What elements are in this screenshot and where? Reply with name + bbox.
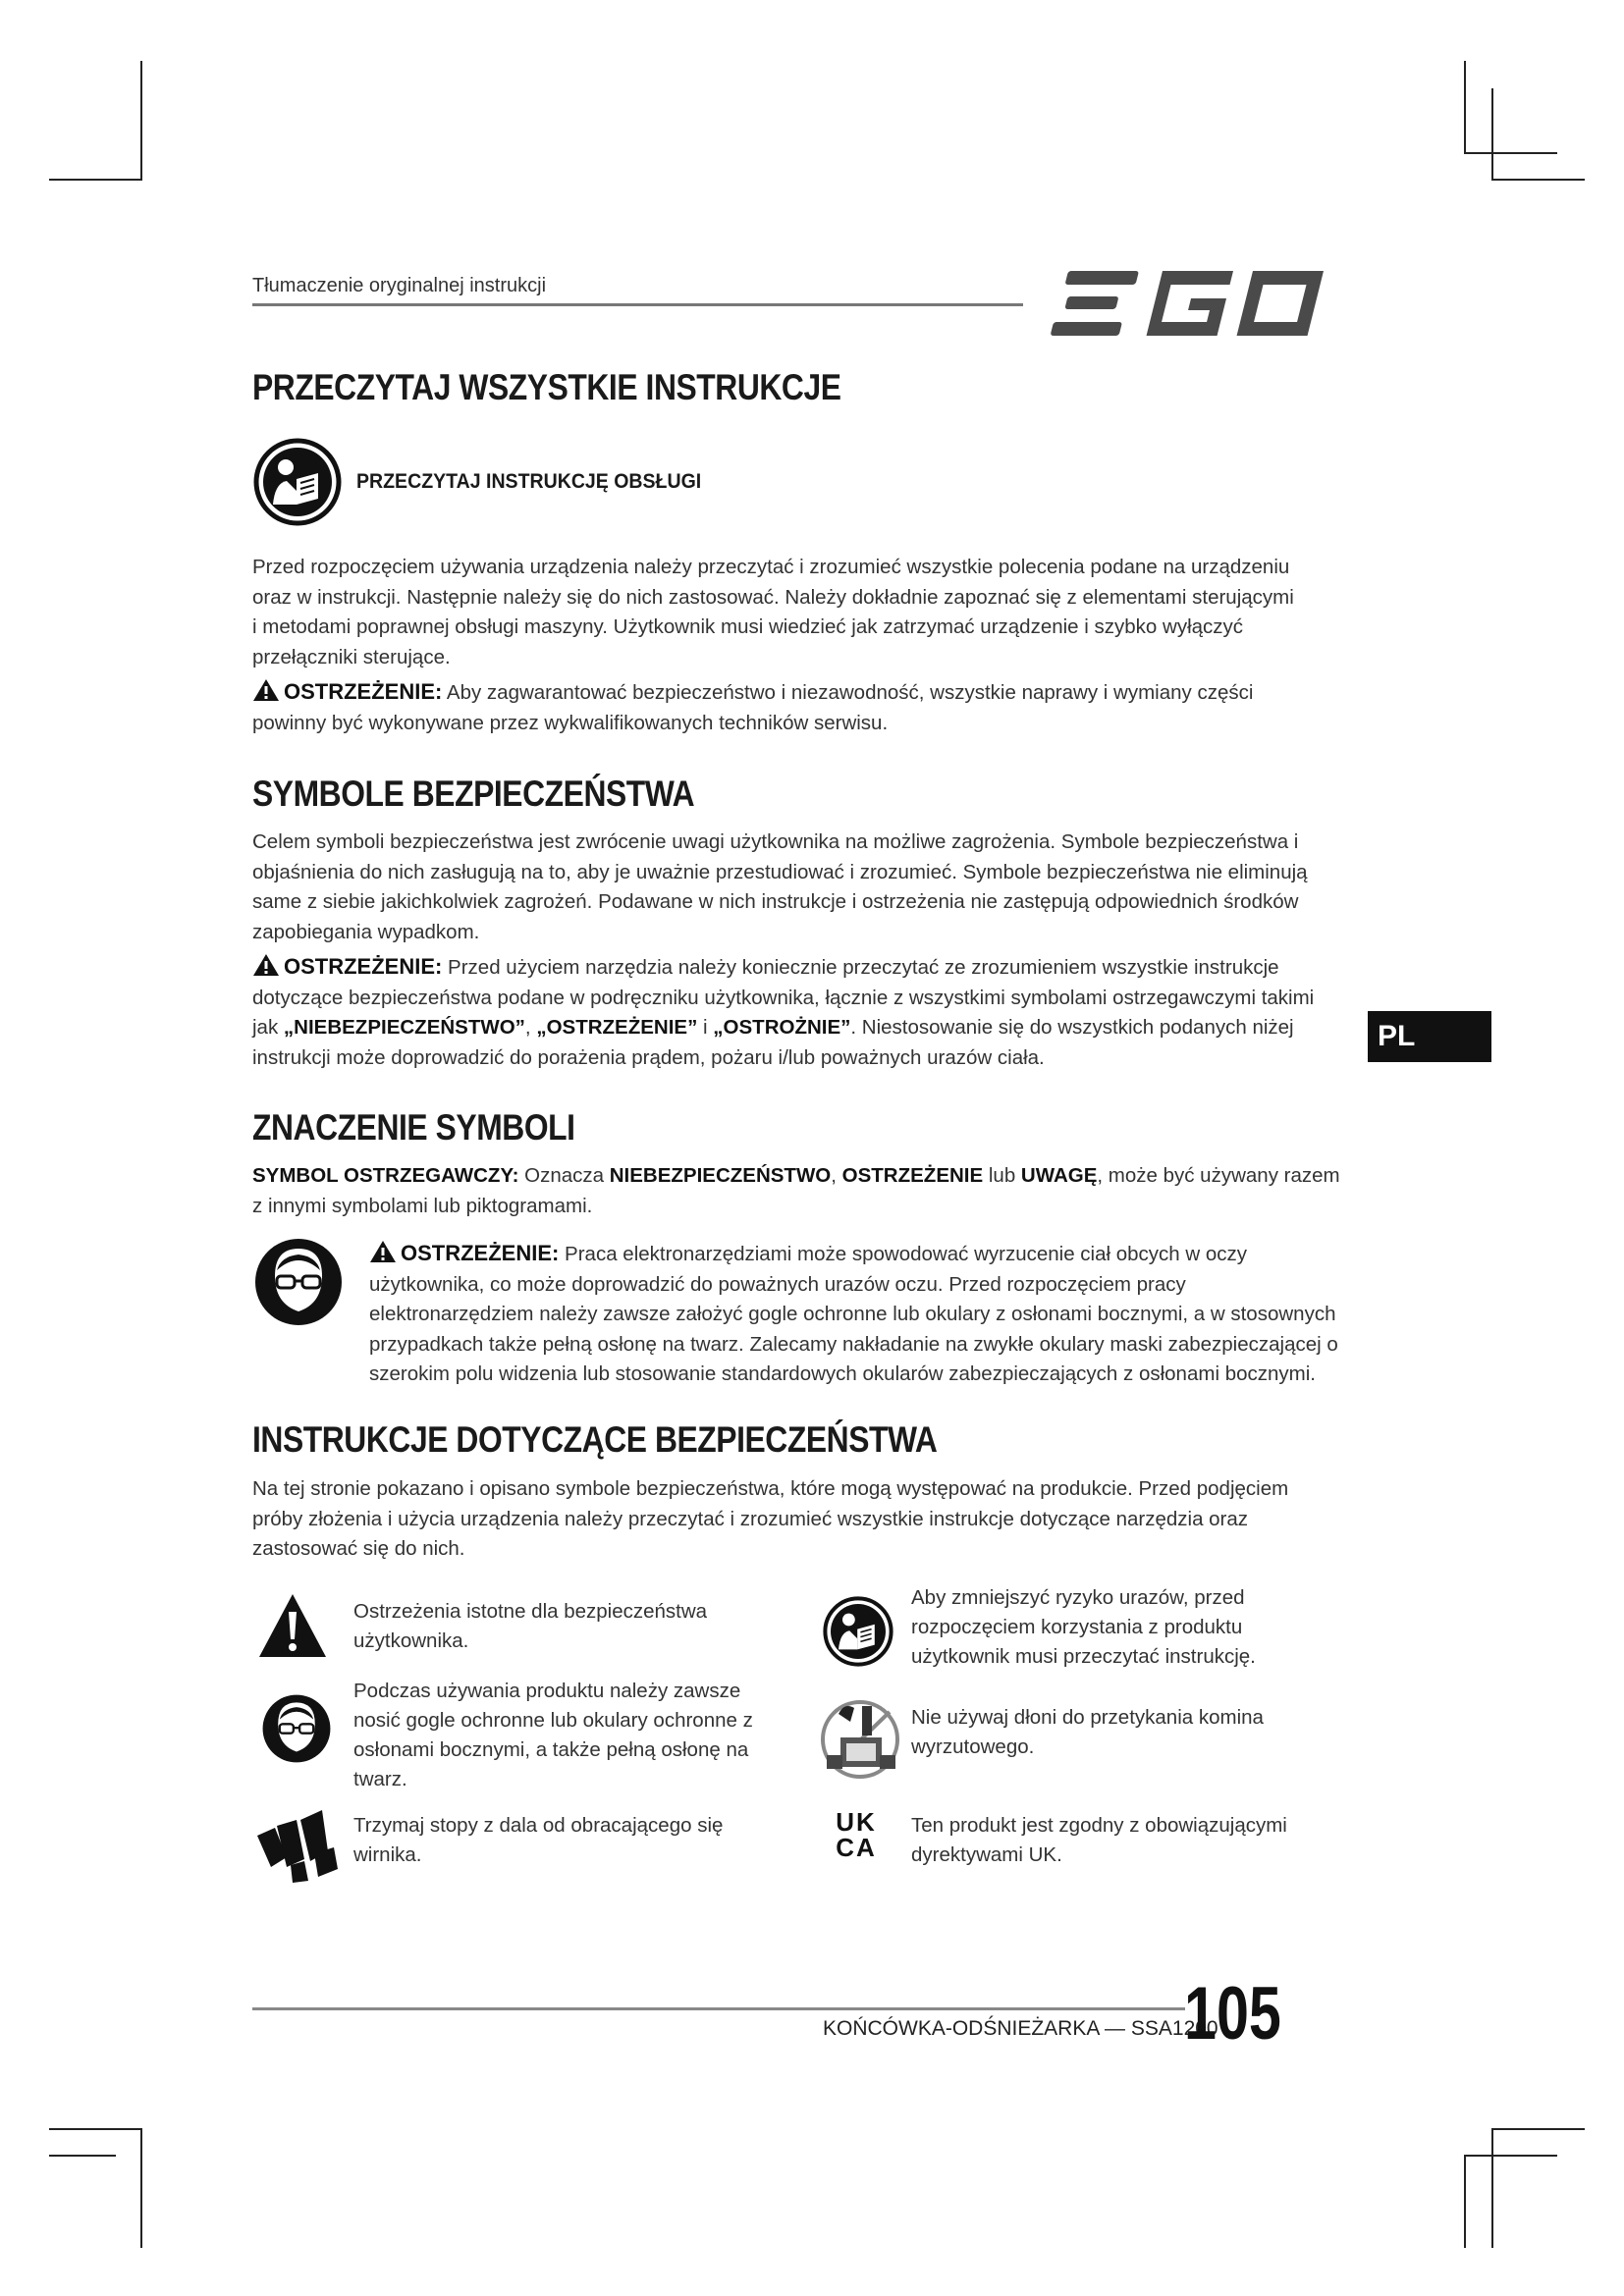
section-title: PRZECZYTAJ WSZYSTKIE INSTRUKCJE xyxy=(252,367,841,407)
warning-text: Aby zagwarantować bezpieczeństwo i niezawodność, wszystkie naprawy i wymiany części xyxy=(442,681,1254,704)
read-manual-icon xyxy=(823,1596,893,1672)
text-line: rozpoczęciem korzystania z produktu xyxy=(911,1616,1243,1638)
crop-mark xyxy=(1464,2155,1557,2157)
text-line: użytkownik musi przeczytać instrukcję. xyxy=(911,1645,1256,1668)
section-title: INSTRUKCJE DOTYCZĄCE BEZPIECZEŃSTWA xyxy=(252,1419,938,1460)
section-title: ZNACZENIE SYMBOLI xyxy=(252,1107,575,1148)
text-line: powinny być wykonywane przez wykwalifikowanych techników serwisu. xyxy=(252,711,889,734)
text-line: same z siebie jakichkolwiek zagrożeń. Podawane w nich instrukcje i ostrzeżenia nie zastępują odpowiednich środków xyxy=(252,890,1299,913)
warning-text: Przed użyciem narzędzia należy koniecznie przeczytać ze zrozumieniem wszystkie instrukcje xyxy=(442,956,1279,979)
page-number: 105 xyxy=(1184,1972,1281,2056)
keep-feet-away-icon xyxy=(255,1806,340,1890)
text-span: , może być używany razem xyxy=(1097,1164,1340,1187)
text-line: nosić gogle ochronne lub okulary ochronne z xyxy=(353,1709,753,1732)
section4-body xyxy=(252,1474,1288,1565)
text-line: Podczas używania produktu należy zawsze xyxy=(353,1680,741,1702)
ukca-text: UK xyxy=(836,1807,877,1837)
emphasis: UWAGĘ xyxy=(1020,1164,1098,1187)
emphasis: „NIEBEZPIECZEŃSTWO” xyxy=(283,1016,525,1039)
footer-product: KOŃCÓWKA-ODŚNIEŻARKA — SSA1200 xyxy=(823,2017,1218,2040)
crop-mark xyxy=(1491,179,1585,181)
eye-protection-icon xyxy=(261,1693,332,1769)
text-line: Na tej stronie pokazano i opisano symbole bezpieczeństwa, które mogą występować na produkcie. Przed podjęciem xyxy=(252,1477,1289,1500)
text-line: zapobiegania wypadkom. xyxy=(252,920,480,943)
symbol-description xyxy=(353,1597,707,1656)
emphasis: „OSTROŻNIE” xyxy=(713,1016,851,1039)
text-line: instrukcji może doprowadzić do porażenia prądem, pożaru i/lub poważnych urazów ciała. xyxy=(252,1045,1045,1069)
text-line: objaśnienia do nich zasługują na to, aby je uważnie przestudiować i zrozumieć. Symbole bezpieczeństwa nie eliminują xyxy=(252,860,1308,883)
section3-warning xyxy=(369,1239,1338,1390)
text-line: przypadkach także pełną osłonę na twarz. Zalecamy nakładanie na zwykłe okulary maski zabezpieczającej o xyxy=(369,1332,1338,1356)
text-line: i metodami poprawnej obsługi maszyny. Użytkownik musi wiedzieć jak zatrzymać urządzenie i szybko wyłączyć xyxy=(252,615,1244,638)
warning-triangle-icon xyxy=(252,678,280,702)
text-line: użytkownika. xyxy=(353,1629,469,1652)
warning-label: OSTRZEŻENIE: xyxy=(401,1241,560,1265)
section2-body xyxy=(252,828,1308,947)
text-span: i xyxy=(697,1016,714,1039)
symbol-description xyxy=(353,1677,753,1794)
crop-mark xyxy=(1491,2128,1493,2248)
symbol-description xyxy=(353,1811,723,1870)
text-line: przełączniki sterujące. xyxy=(252,645,451,668)
text-line: Ten produkt jest zgodny z obowiązującymi xyxy=(911,1814,1287,1837)
crop-mark xyxy=(1491,88,1493,181)
text-line: twarz. xyxy=(353,1768,407,1790)
footer-rule xyxy=(252,2007,1185,2010)
warning-text: Praca elektronarzędziami może spowodować wyrzucenie ciał obcych w oczy xyxy=(559,1243,1248,1265)
text-span: , xyxy=(831,1164,842,1187)
text-line: oraz w instrukcji. Następnie należy się do nich zastosować. Należy dokładnie zapoznać się z elementami sterującymi xyxy=(252,585,1294,609)
warning-triangle-icon xyxy=(257,1592,328,1664)
eye-protection-icon xyxy=(253,1237,344,1332)
text-line: Nie używaj dłoni do przetykania komina xyxy=(911,1706,1264,1729)
text-span: lub xyxy=(983,1164,1021,1187)
header-rule xyxy=(252,303,1023,306)
text-line: zastosować się do nich. xyxy=(252,1537,465,1560)
text-line: wirnika. xyxy=(353,1843,422,1866)
warning-label: OSTRZEŻENIE: xyxy=(284,679,443,704)
text-line: z innymi symbolami lub piktogramami. xyxy=(252,1194,593,1217)
text-span: Oznacza xyxy=(518,1164,610,1187)
crop-mark xyxy=(49,2155,116,2157)
crop-mark xyxy=(1491,2128,1585,2130)
text-line: Ostrzeżenia istotne dla bezpieczeństwa xyxy=(353,1600,708,1623)
text-line: osłonami bocznymi, a także pełną osłonę na xyxy=(353,1738,749,1761)
text-line: próby złożenia i użycia urządzenia należy przeczytać i zrozumieć wszystkie instrukcje dotyczące narzędzia oraz xyxy=(252,1507,1249,1530)
symbol-description xyxy=(911,1583,1256,1672)
section3-body xyxy=(252,1161,1340,1221)
crop-mark xyxy=(140,61,142,181)
header-subtitle: Tłumaczenie oryginalnej instrukcji xyxy=(252,275,547,296)
language-tab: PL xyxy=(1368,1011,1491,1062)
text-line: dyrektywami UK. xyxy=(911,1843,1062,1866)
section1-warning xyxy=(252,677,1253,738)
text-line: użytkownika, co może doprowadzić do poważnych urazów oczu. Przed rozpoczęciem pracy xyxy=(369,1272,1186,1296)
warning-triangle-icon xyxy=(369,1240,397,1263)
symbol-label: SYMBOL OSTRZEGAWCZY: xyxy=(252,1164,519,1187)
text-line: Przed rozpoczęciem używania urządzenia należy przeczytać i zrozumieć wszystkie polecenia podane na urządzeniu xyxy=(252,556,1290,578)
crop-mark xyxy=(1464,2155,1466,2248)
text-line: Celem symboli bezpieczeństwa jest zwrócenie uwagi użytkownika na możliwe zagrożenia. Symbole bezpieczeństwa i xyxy=(252,830,1299,853)
read-manual-icon xyxy=(253,438,342,531)
text-line: szerokim polu widzenia lub stosowanie standardowych okularów zabezpieczających z osłonami bocznymi. xyxy=(369,1362,1316,1385)
section2-warning xyxy=(252,952,1314,1073)
crop-mark xyxy=(49,179,142,181)
text-line: Aby zmniejszyć ryzyko urazów, przed xyxy=(911,1586,1245,1609)
symbol-description xyxy=(911,1811,1287,1870)
emphasis: „OSTRZEŻENIE” xyxy=(536,1016,698,1039)
section1-body xyxy=(252,553,1294,672)
crop-mark xyxy=(1464,61,1466,154)
ukca-text: CA xyxy=(836,1833,877,1862)
ego-logo xyxy=(1049,263,1343,344)
ukca-icon xyxy=(833,1809,880,1860)
text-line: wyrzutowego. xyxy=(911,1735,1035,1758)
text-line: elektronarzędziem należy zawsze założyć gogle ochronne lub okulary z osłonami bocznymi, a w stosownych xyxy=(369,1303,1336,1325)
section-title: SYMBOLE BEZPIECZEŃSTWA xyxy=(252,774,695,814)
emphasis: OSTRZEŻENIE xyxy=(841,1164,984,1187)
symbol-description xyxy=(911,1703,1264,1762)
text-line: Trzymaj stopy z dala od obracającego się xyxy=(353,1814,724,1837)
text-span: . Niestosowanie się do wszystkich podanych niżej xyxy=(850,1016,1294,1039)
text-span: jak xyxy=(252,1016,284,1039)
text-span: , xyxy=(524,1016,537,1039)
crop-mark xyxy=(1464,152,1557,154)
read-manual-label: PRZECZYTAJ INSTRUKCJĘ OBSŁUGI xyxy=(356,470,702,493)
warning-label: OSTRZEŻENIE: xyxy=(284,954,443,979)
text-line: dotyczące bezpieczeństwa podane w podręczniku użytkownika, łącznie z wszystkimi symbolami ostrzegawczymi takimi xyxy=(252,986,1315,1009)
warning-triangle-icon xyxy=(252,953,280,977)
crop-mark xyxy=(49,2128,142,2130)
crop-mark xyxy=(140,2128,142,2248)
no-hands-chute-icon xyxy=(819,1696,901,1784)
emphasis: NIEBEZPIECZEŃSTWO xyxy=(609,1164,832,1187)
